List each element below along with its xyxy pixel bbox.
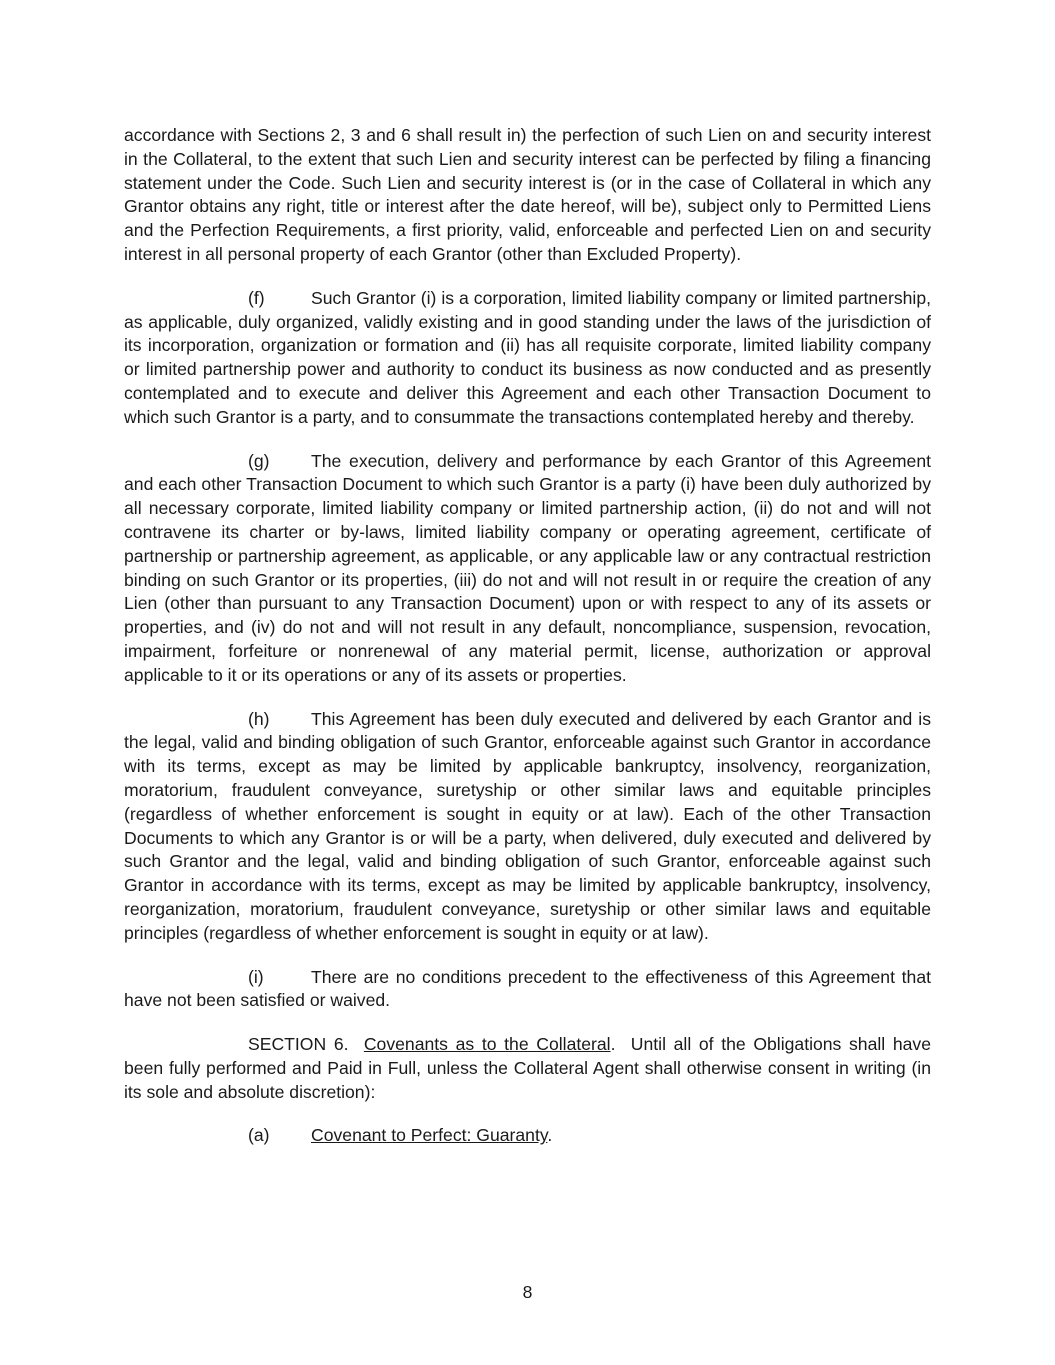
- clause-text: There are no conditions precedent to the effectiveness of this Agreement that have not been satisfied or waived.: [124, 966, 931, 1011]
- section-text: Until all of the Obligations shall have been fully performed and Paid in Full, unless the Collateral Agent shall otherwise consent in writing (in its sole and absolute discretion):: [124, 1034, 931, 1102]
- clause-h: [124, 708, 931, 946]
- clause-text: This Agreement has been duly executed and delivered by each Grantor and is the legal, valid and binding obligation of such Grantor, enforceable against such Grantor in accordance with its terms, except as may be limited by applicable bankruptcy, insolvency, reorganization, moratorium, fraudulent conveyance, suretyship or other similar laws and equitable principles (regardless of whether enforcement is sought in equity or at law). Each of the other Transaction Documents to which any Grantor is or will be a party, when delivered, duly executed and delivered by such Grantor and the legal, valid and binding obligation of such Grantor, enforceable against such Grantor in accordance with its terms, except as may be limited by applicable bankruptcy, insolvency, reorganization, moratorium, fraudulent conveyance, suretyship or other similar laws and equitable principles (regardless of whether enforcement is sought in equity or at law).: [124, 708, 931, 943]
- clause-text: Such Grantor (i) is a corporation, limited liability company or limited partnership, as applicable, duly organized, validly existing and in good standing under the laws of the jurisdiction of its incorporation, organization or formation and (ii) has all requisite corporate, limited liability company or limited partnership power and authority to conduct its business as now conducted and as presently contemplated and to execute and deliver this Agreement and each other Transaction Document to which such Grantor is a party, and to consummate the transactions contemplated hereby and thereby.: [124, 287, 931, 427]
- section-number: SECTION 6.: [248, 1034, 349, 1055]
- page-number: 8: [522, 1282, 533, 1302]
- clause-label: (i): [248, 966, 264, 987]
- continuation-paragraph: [124, 124, 931, 267]
- clause-label: (g): [248, 450, 270, 471]
- clause-g: [124, 450, 931, 688]
- covenant-a: [124, 1124, 931, 1148]
- section-6: [124, 1033, 931, 1104]
- clause-label: (h): [248, 708, 270, 729]
- clause-text: The execution, delivery and performance by each Grantor of this Agreement and each other Transaction Document to which such Grantor is a party (i) have been duly authorized by all necessary corporate, limited liability company or limited partnership action, (ii) do not and will not contravene its charter or by-laws, limited liability company or operating agreement, certificate of partnership or partnership agreement, as applicable, or any applicable law or any contractual restriction binding on such Grantor or its properties, (iii) do not and will not result in or require the creation of any Lien (other than pursuant to any Transaction Document) upon or with respect to any of its assets or properties, and (iv) do not and will not result in any default, noncompliance, suspension, revocation, impairment, forfeiture or nonrenewal of any material permit, license, authorization or approval applicable to it or its operations or any of its assets or properties.: [124, 450, 931, 685]
- subitem-heading-period: .: [547, 1125, 553, 1146]
- subitem-heading: Covenant to Perfect: Guaranty: [311, 1125, 548, 1146]
- clause-label: (f): [248, 287, 265, 308]
- section-heading-period: .: [610, 1034, 616, 1055]
- section-heading: Covenants as to the Collateral: [363, 1034, 611, 1055]
- clause-i: [124, 966, 931, 1014]
- subitem-label: (a): [248, 1125, 270, 1146]
- document-body: [124, 124, 931, 1148]
- paragraph-text: accordance with Sections 2, 3 and 6 shall result in) the perfection of such Lien on and security interest in the Collateral, to the extent that such Lien and security interest can be perfected by filing a financing statement under the Code. Such Lien and security interest is (or in the case of Collateral in which any Grantor obtains any right, title or interest after the date hereof, will be), subject only to Permitted Liens and the Perfection Requirements, a first priority, valid, enforceable and perfected Lien on and security interest in all personal property of each Grantor (other than Excluded Property).: [124, 125, 931, 264]
- clause-f: [124, 287, 931, 430]
